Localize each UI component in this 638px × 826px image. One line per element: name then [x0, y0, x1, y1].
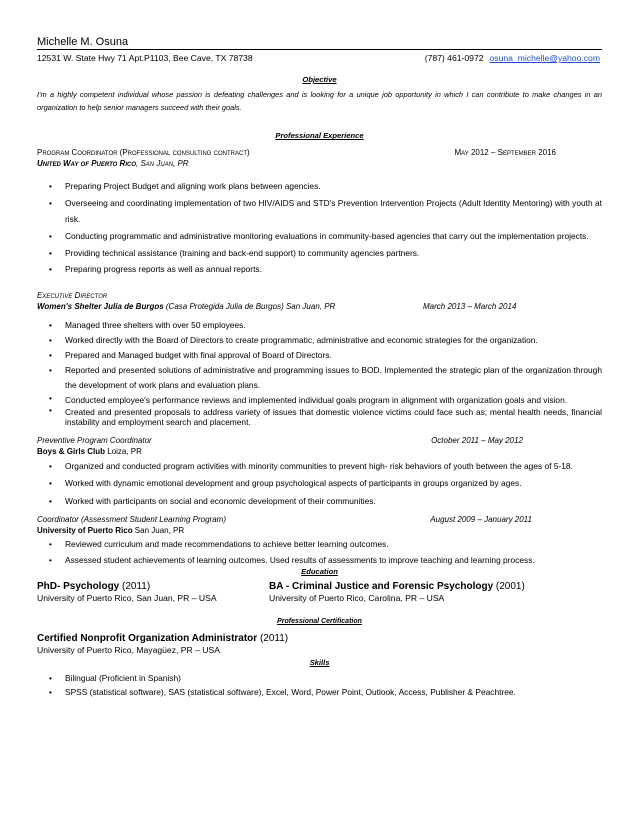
job-title: Program Coordinator (Professional consulting contract): [37, 148, 250, 158]
education-heading: Education: [301, 566, 338, 576]
education-grid: [37, 581, 602, 604]
list-item: • Assessed student achievements of learning outcomes. Used results of assessments to improve teaching and learning process.: [37, 553, 602, 569]
job-location: (Casa Protegida Julia de Burgos) San Juan, PR: [163, 301, 336, 311]
list-item: • Reported and presented solutions of administrative and programming issues to BOD. Implemented the strategic plan of the organization through the development of work plans and evaluation plans.: [37, 363, 602, 393]
objective-text: I'm a highly competent individual whose passion is defeating challenges and is looking for a unique job opportunity in which I can contribute to make changes in an organization to help senior managers succeed with their goals.: [37, 90, 602, 112]
list-item: • Organized and conducted program activities with minority communities to prevent high- risk behaviors of youth between the ages of 5-18.: [37, 458, 602, 476]
job-location: Loiza, PR: [105, 446, 142, 456]
address: 12531 W. State Hwy 71 Apt.P1103, Bee Cave, TX 78738: [37, 53, 253, 63]
list-item: • Preparing Project Budget and aligning work plans between agencies.: [37, 178, 602, 195]
certification-name: Certified Nonprofit Organization Administrator: [37, 632, 258, 644]
certification: [37, 632, 602, 645]
job-dates: May 2012 – September 2016: [454, 148, 556, 158]
degree-year: (2001): [493, 580, 525, 592]
list-item: • Bilingual (Proficient in Spanish): [37, 671, 602, 685]
list-item: • SPSS (statistical software), SAS (statistical software), Excel, Word, Power Point, Outlook, Access, Publisher & Peachtree.: [37, 685, 602, 699]
job-location: , San Juan, PR: [136, 159, 189, 169]
email-link[interactable]: osuna_michelle@yahoo.com: [489, 53, 600, 63]
certification-heading: Professional Certification: [277, 617, 362, 625]
job-org-line: [37, 158, 602, 169]
job-org: University of Puerto Rico: [37, 526, 133, 536]
list-item: • Worked directly with the Board of Directors to create programmatic, administrative and economic strategies for the organization.: [37, 333, 602, 348]
list-item: • Conducted employee's performance reviews and implemented individual goals program in alignment with organization goals and vision.: [37, 393, 602, 405]
list-item: • Prepared and Managed budget with final approval of Board of Directors.: [37, 348, 602, 363]
job-org-line: [37, 301, 602, 312]
certification-year: (2011): [257, 632, 289, 644]
skills-heading: Skills: [309, 657, 330, 667]
resume-page: [37, 36, 602, 699]
list-item: • Providing technical assistance (training and back-end support) to community agencies partners.: [37, 245, 602, 262]
candidate-name: Michelle M. Osuna: [37, 36, 602, 50]
job-dates: August 2009 – January 2011: [430, 515, 532, 525]
job-bullets: [37, 178, 602, 278]
job-org: Women's Shelter Julia de Burgos: [37, 301, 164, 311]
job-org-line: [37, 525, 602, 536]
job-title-line: [37, 514, 602, 525]
job-org: Boys & Girls Club: [37, 446, 106, 456]
job-dates: October 2011 – May 2012: [431, 435, 523, 445]
list-item: • Overseeing and coordinating implementation of two HIV/AIDS and STD's Prevention Intervention Projects (Adult Identity Mentoring) with youth at risk.: [37, 195, 602, 228]
job-org: United Way of Puerto Rico: [37, 159, 137, 169]
job-entry: [37, 514, 602, 569]
job-title: Coordinator (Assessment Student Learning Program): [37, 515, 226, 525]
list-item: • Managed three shelters with over 50 employees.: [37, 318, 602, 333]
degree-year: (2011): [119, 580, 151, 592]
phone-number: (787) 461-0972: [424, 53, 484, 63]
degree-name: BA - Criminal Justice and Forensic Psychology: [269, 580, 494, 592]
list-item: • Worked with participants on social and economic development of their communities.: [37, 493, 602, 511]
skills-list: [37, 671, 602, 699]
job-title: Preventive Program Coordinator: [37, 435, 152, 445]
certification-school: University of Puerto Rico, Mayagüez, PR – USA: [37, 644, 220, 655]
job-org-line: [37, 446, 602, 457]
job-entry: [37, 147, 602, 278]
experience-heading: Professional Experience: [275, 131, 364, 141]
job-entry: [37, 435, 602, 511]
job-title-line: [37, 147, 602, 158]
list-item: • Reviewed curriculum and made recommendations to achieve better learning outcomes.: [37, 537, 602, 553]
list-item: • Created and presented proposals to address variety of issues that domestic violence victims could face such as; mental health needs, financial instability and employment search and placement.: [37, 405, 602, 427]
job-title: Executive Director: [37, 290, 108, 300]
degree-school: University of Puerto Rico, Carolina, PR – USA: [269, 592, 445, 603]
list-item: • Worked with dynamic emotional development and group psychological aspects of participants in groups organized by ages.: [37, 475, 602, 493]
contact-line: [37, 52, 602, 64]
job-bullets: [37, 458, 602, 511]
degree-name: PhD- Psychology: [37, 580, 120, 592]
job-bullets: [37, 537, 602, 569]
objective-heading: Objective: [302, 75, 337, 84]
job-dates: March 2013 – March 2014: [423, 301, 517, 311]
job-title-line: [37, 290, 602, 301]
job-location: San Juan, PR: [132, 526, 185, 536]
list-item: • Preparing progress reports as well as annual reports.: [37, 261, 602, 278]
job-entry: [37, 290, 602, 427]
degree: [269, 581, 602, 593]
degree-school: University of Puerto Rico, San Juan, PR – USA: [37, 592, 217, 603]
list-item: • Conducting programmatic and administrative monitoring evaluations in community-based agencies that carry out the implementation projects.: [37, 228, 602, 245]
job-bullets: [37, 318, 602, 427]
degree: [37, 581, 269, 593]
job-title-line: [37, 435, 602, 446]
